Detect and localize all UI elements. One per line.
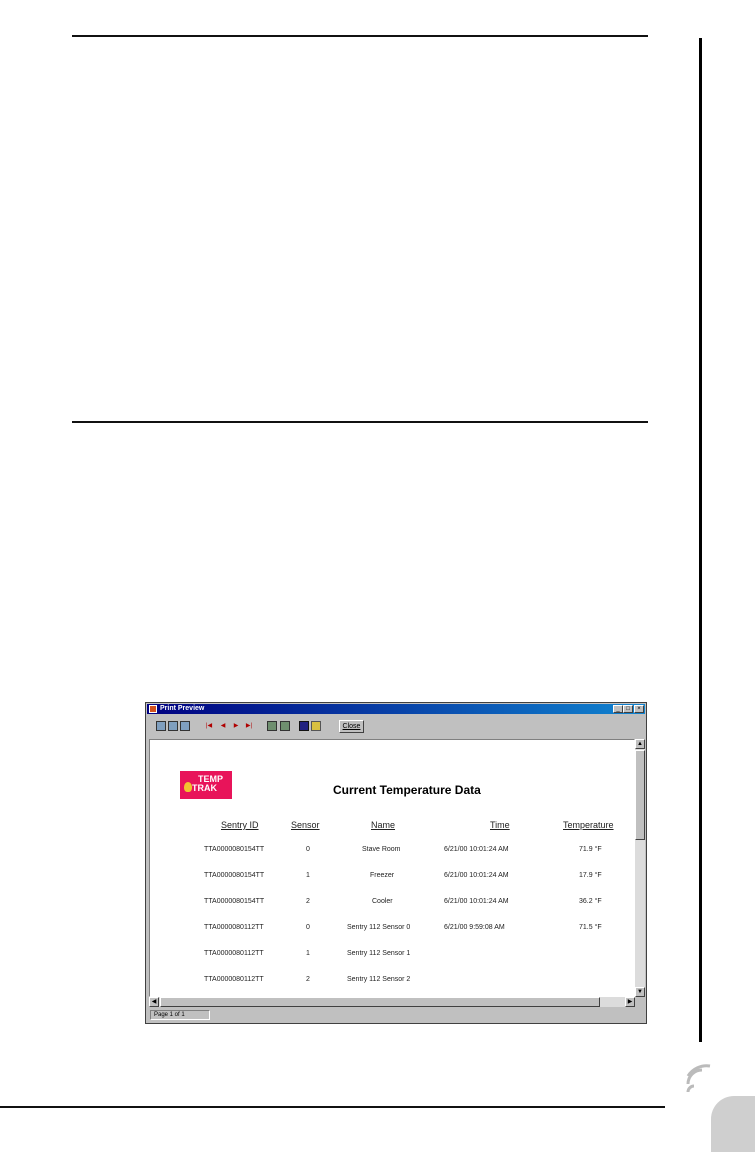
save-icon[interactable] [299,721,309,731]
horizontal-scroll-thumb[interactable] [160,997,600,1007]
cell-sentry-id: TTA0000080112TT [204,950,264,957]
cell-sentry-id: TTA0000080112TT [204,976,264,983]
vertical-scroll-thumb[interactable] [635,750,645,840]
next-page-icon[interactable]: ▶ [233,723,239,729]
maximize-button[interactable]: □ [623,705,633,713]
prev-page-icon[interactable]: ◀ [220,723,226,729]
cell-time: 6/21/00 10:01:24 AM [444,846,509,853]
column-header-sentry-id: Sentry ID [221,820,259,830]
cell-name: Sentry 112 Sensor 1 [347,950,411,957]
cell-time: 6/21/00 9:59:08 AM [444,924,505,931]
cell-temperature: 71.9 °F [579,846,602,853]
cell-name: Sentry 112 Sensor 0 [347,924,411,931]
vertical-scrollbar[interactable] [635,739,645,997]
print-setup-icon[interactable] [267,721,277,731]
two-page-view-icon[interactable] [168,721,178,731]
page-status: Page 1 of 1 [150,1010,210,1020]
cell-name: Cooler [372,898,393,905]
column-header-time: Time [490,820,510,830]
minimize-button[interactable]: _ [613,705,623,713]
cell-temperature: 36.2 °F [579,898,602,905]
sidebar-rule [699,38,702,1042]
cell-name: Stave Room [362,846,401,853]
cell-sensor: 2 [306,976,310,983]
window-close-button[interactable]: × [634,705,644,713]
middle-rule [72,421,648,423]
multi-page-view-icon[interactable] [180,721,190,731]
scroll-left-icon[interactable]: ◀ [149,997,159,1007]
app-icon [149,705,157,713]
open-icon[interactable] [311,721,321,731]
preview-page [149,739,635,997]
footer-rule [0,1106,665,1108]
title-bar [147,704,645,714]
logo-flame-icon [184,782,192,792]
cell-sensor: 1 [306,872,310,879]
column-header-name: Name [371,820,396,830]
cell-name: Freezer [370,872,395,879]
cell-sentry-id: TTA0000080154TT [204,846,265,853]
toolbar [148,716,644,738]
one-page-view-icon[interactable] [156,721,166,731]
logo-text-line1: TEMP [198,774,224,784]
cell-sentry-id: TTA0000080154TT [204,872,265,879]
logo-text-line2: TRAK [192,783,217,793]
print-icon[interactable] [280,721,290,731]
cell-temperature: 17.9 °F [579,872,602,879]
print-preview-window [145,702,647,1024]
top-rule [72,35,648,37]
cell-sensor: 0 [306,846,310,853]
cell-name: Sentry 112 Sensor 2 [347,976,411,983]
cell-sensor: 0 [306,924,310,931]
close-button[interactable]: Close [339,720,364,733]
first-page-icon[interactable]: |◀ [205,723,213,729]
cell-time: 6/21/00 10:01:24 AM [444,898,509,905]
column-header-sensor: Sensor [291,820,320,830]
page-tab-badge [711,1096,755,1152]
scroll-down-icon[interactable]: ▼ [635,987,645,997]
horizontal-scrollbar[interactable] [149,997,635,1007]
window-title: Print Preview [160,705,205,712]
last-page-icon[interactable]: ▶| [245,723,253,729]
column-header-temperature: Temperature [563,820,614,830]
signal-waves-icon [682,1062,718,1098]
cell-sentry-id: TTA0000080112TT [204,924,264,931]
status-bar [148,1009,644,1021]
temptrak-logo [180,771,232,799]
scroll-up-icon[interactable]: ▲ [635,739,645,749]
report-title: Current Temperature Data [333,783,481,797]
scroll-right-icon[interactable]: ▶ [625,997,635,1007]
cell-sensor: 1 [306,950,310,957]
cell-sensor: 2 [306,898,310,905]
cell-temperature: 71.5 °F [579,924,602,931]
cell-time: 6/21/00 10:01:24 AM [444,872,509,879]
cell-sentry-id: TTA0000080154TT [204,898,265,905]
